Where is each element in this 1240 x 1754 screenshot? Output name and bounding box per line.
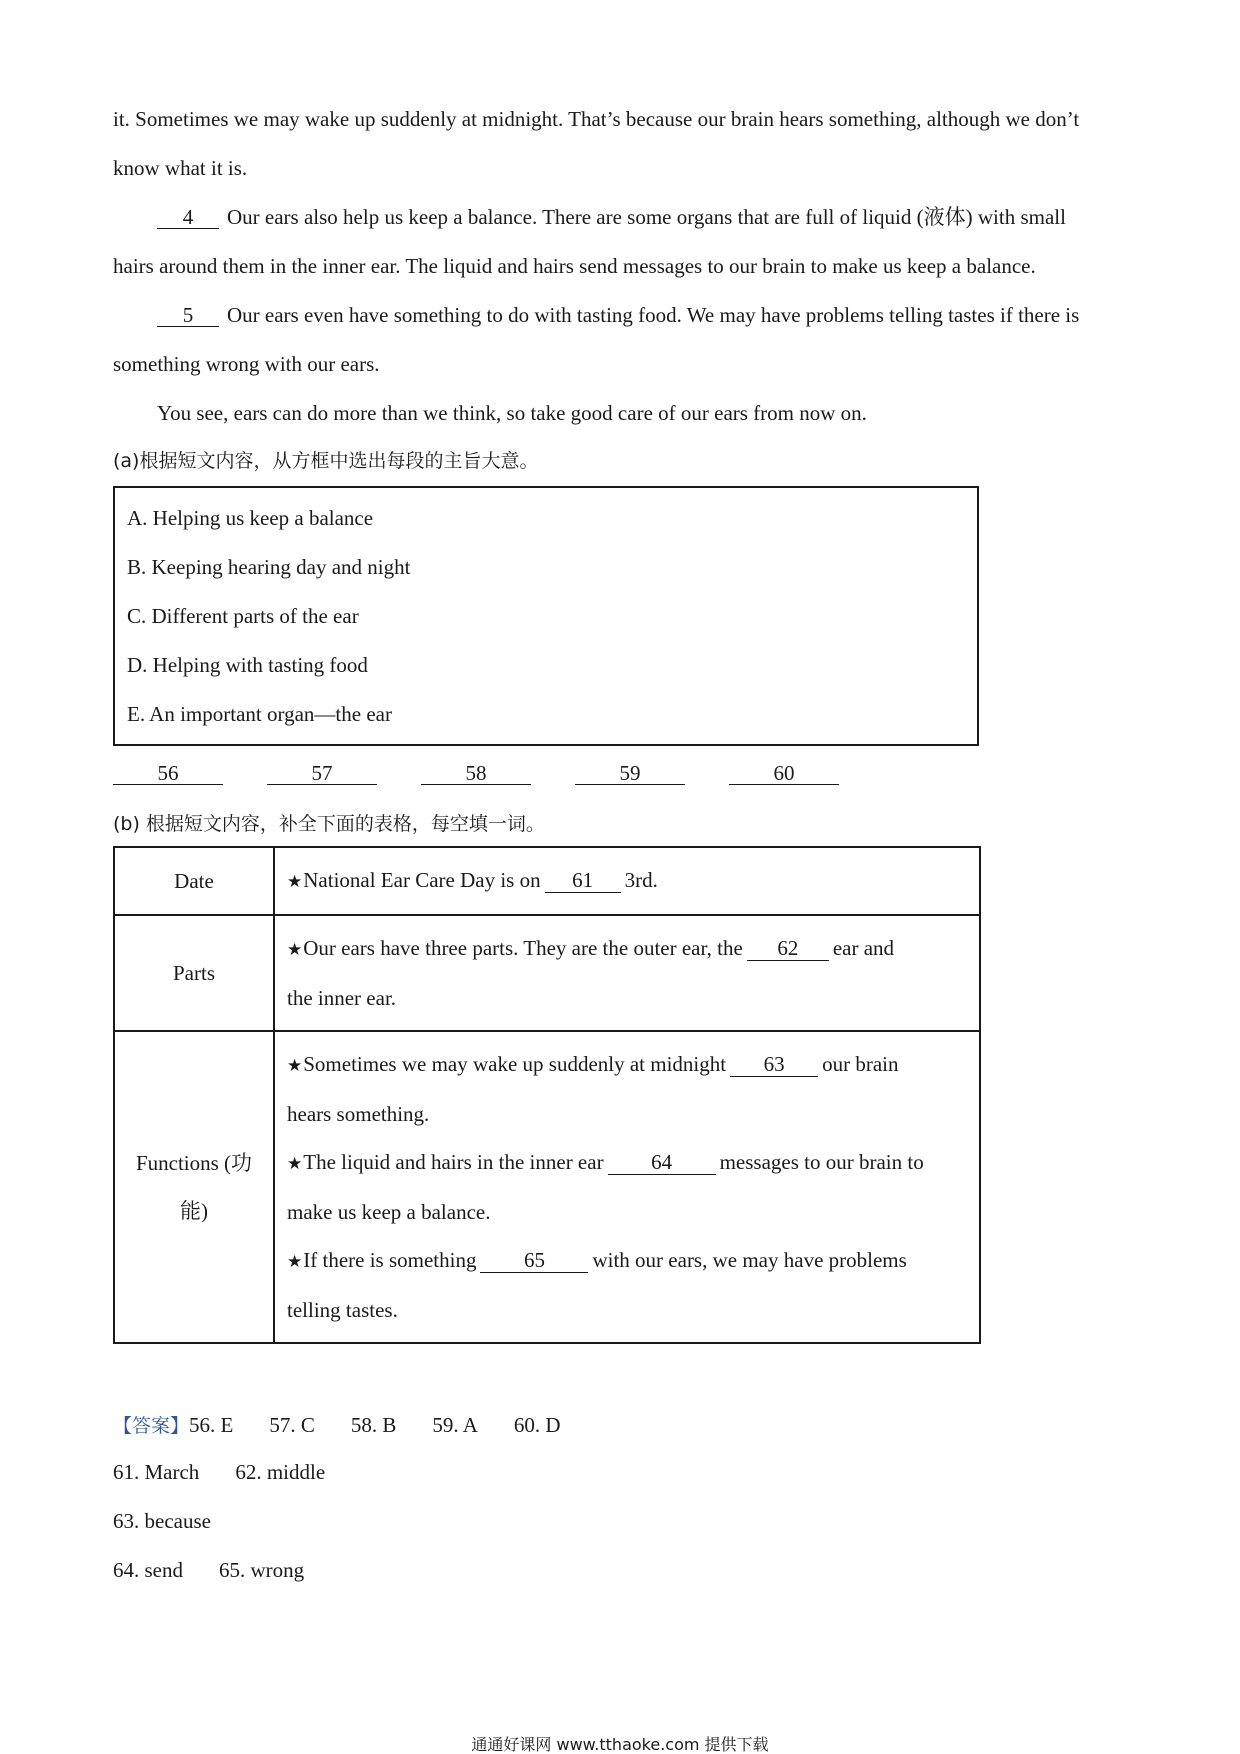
paragraph-4 (157, 203, 1066, 231)
star-icon: ★ (287, 940, 303, 960)
row-head-functions: Functions (功 能) (114, 1031, 274, 1343)
row-head-date: Date (114, 847, 274, 915)
row-body-parts: ★Our ears have three parts. They are the outer ear, the 62 ear and the inner ear. (274, 915, 980, 1031)
option-e: E. An important organ—the ear (127, 702, 392, 726)
blank-57: 57 (267, 762, 377, 785)
answers-line-1: 【答案】56. E 57. C 58. B 59. A 60. D (113, 1413, 561, 1437)
answers-line-4: 64. send 65. wrong (113, 1558, 305, 1582)
blank-65: 65 (480, 1248, 588, 1273)
row-body-functions: ★Sometimes we may wake up suddenly at midnight 63 our brain hears something. ★The liquid and hairs in the inner ear 64 messages to our brain to make us keep a balance. ★If there is something 65 with our ears, we may have problems telling tastes. (274, 1031, 980, 1343)
option-d: D. Helping with tasting food (127, 653, 368, 677)
answers-line-3: 63. because (113, 1509, 211, 1533)
blank-61: 61 (545, 868, 621, 893)
star-icon: ★ (287, 1252, 303, 1272)
options-box (113, 486, 979, 746)
part-b-instruction: (b) 根据短文内容，补全下面的表格，每空填一词。 (113, 813, 545, 835)
passage-line: something wrong with our ears. (113, 352, 380, 376)
part-a-instruction: (a)根据短文内容，从方框中选出每段的主旨大意。 (113, 450, 539, 472)
option-a: A. Helping us keep a balance (127, 506, 374, 530)
row-body-date: ★National Ear Care Day is on 61 3rd. (274, 847, 980, 915)
star-icon: ★ (287, 1056, 303, 1076)
blank-62: 62 (747, 936, 829, 961)
table-row-parts (114, 915, 980, 1031)
paragraph-4-text: Our ears also help us keep a balance. There are some organs that are full of liquid (液体) with small (227, 205, 1066, 229)
paragraph-5-text: Our ears even have something to do with tasting food. We may have problems telling tastes if there is (227, 303, 1080, 327)
table-row-date (114, 847, 980, 915)
answer-tag: 【答案】 (113, 1415, 190, 1437)
star-icon: ★ (287, 1154, 303, 1174)
blank-64: 64 (608, 1150, 716, 1175)
blank-58: 58 (421, 762, 531, 785)
passage-line: hairs around them in the inner ear. The liquid and hairs send messages to our brain to make us keep a balance. (113, 254, 1036, 278)
blank-5: 5 (157, 304, 219, 327)
star-icon: ★ (287, 872, 303, 892)
answers-line-2: 61. March 62. middle (113, 1460, 326, 1484)
row-head-parts: Parts (114, 915, 274, 1031)
answer-blanks-row (113, 761, 883, 786)
passage-line: it. Sometimes we may wake up suddenly at midnight. That’s because our brain hears something, although we don’t (113, 107, 1080, 131)
blank-63: 63 (730, 1052, 818, 1077)
blank-60: 60 (729, 762, 839, 785)
option-b: B. Keeping hearing day and night (127, 555, 411, 579)
blank-4: 4 (157, 206, 219, 229)
passage-line: know what it is. (113, 156, 248, 180)
info-table (113, 846, 981, 1344)
blank-56: 56 (113, 762, 223, 785)
table-row-functions (114, 1031, 980, 1343)
closing-line: You see, ears can do more than we think, so take good care of our ears from now on. (157, 401, 867, 425)
paragraph-5 (157, 301, 1079, 329)
blank-59: 59 (575, 762, 685, 785)
page-footer: 通通好课网 www.tthaoke.com 提供下载 (471, 1735, 769, 1754)
option-c: C. Different parts of the ear (127, 604, 359, 628)
